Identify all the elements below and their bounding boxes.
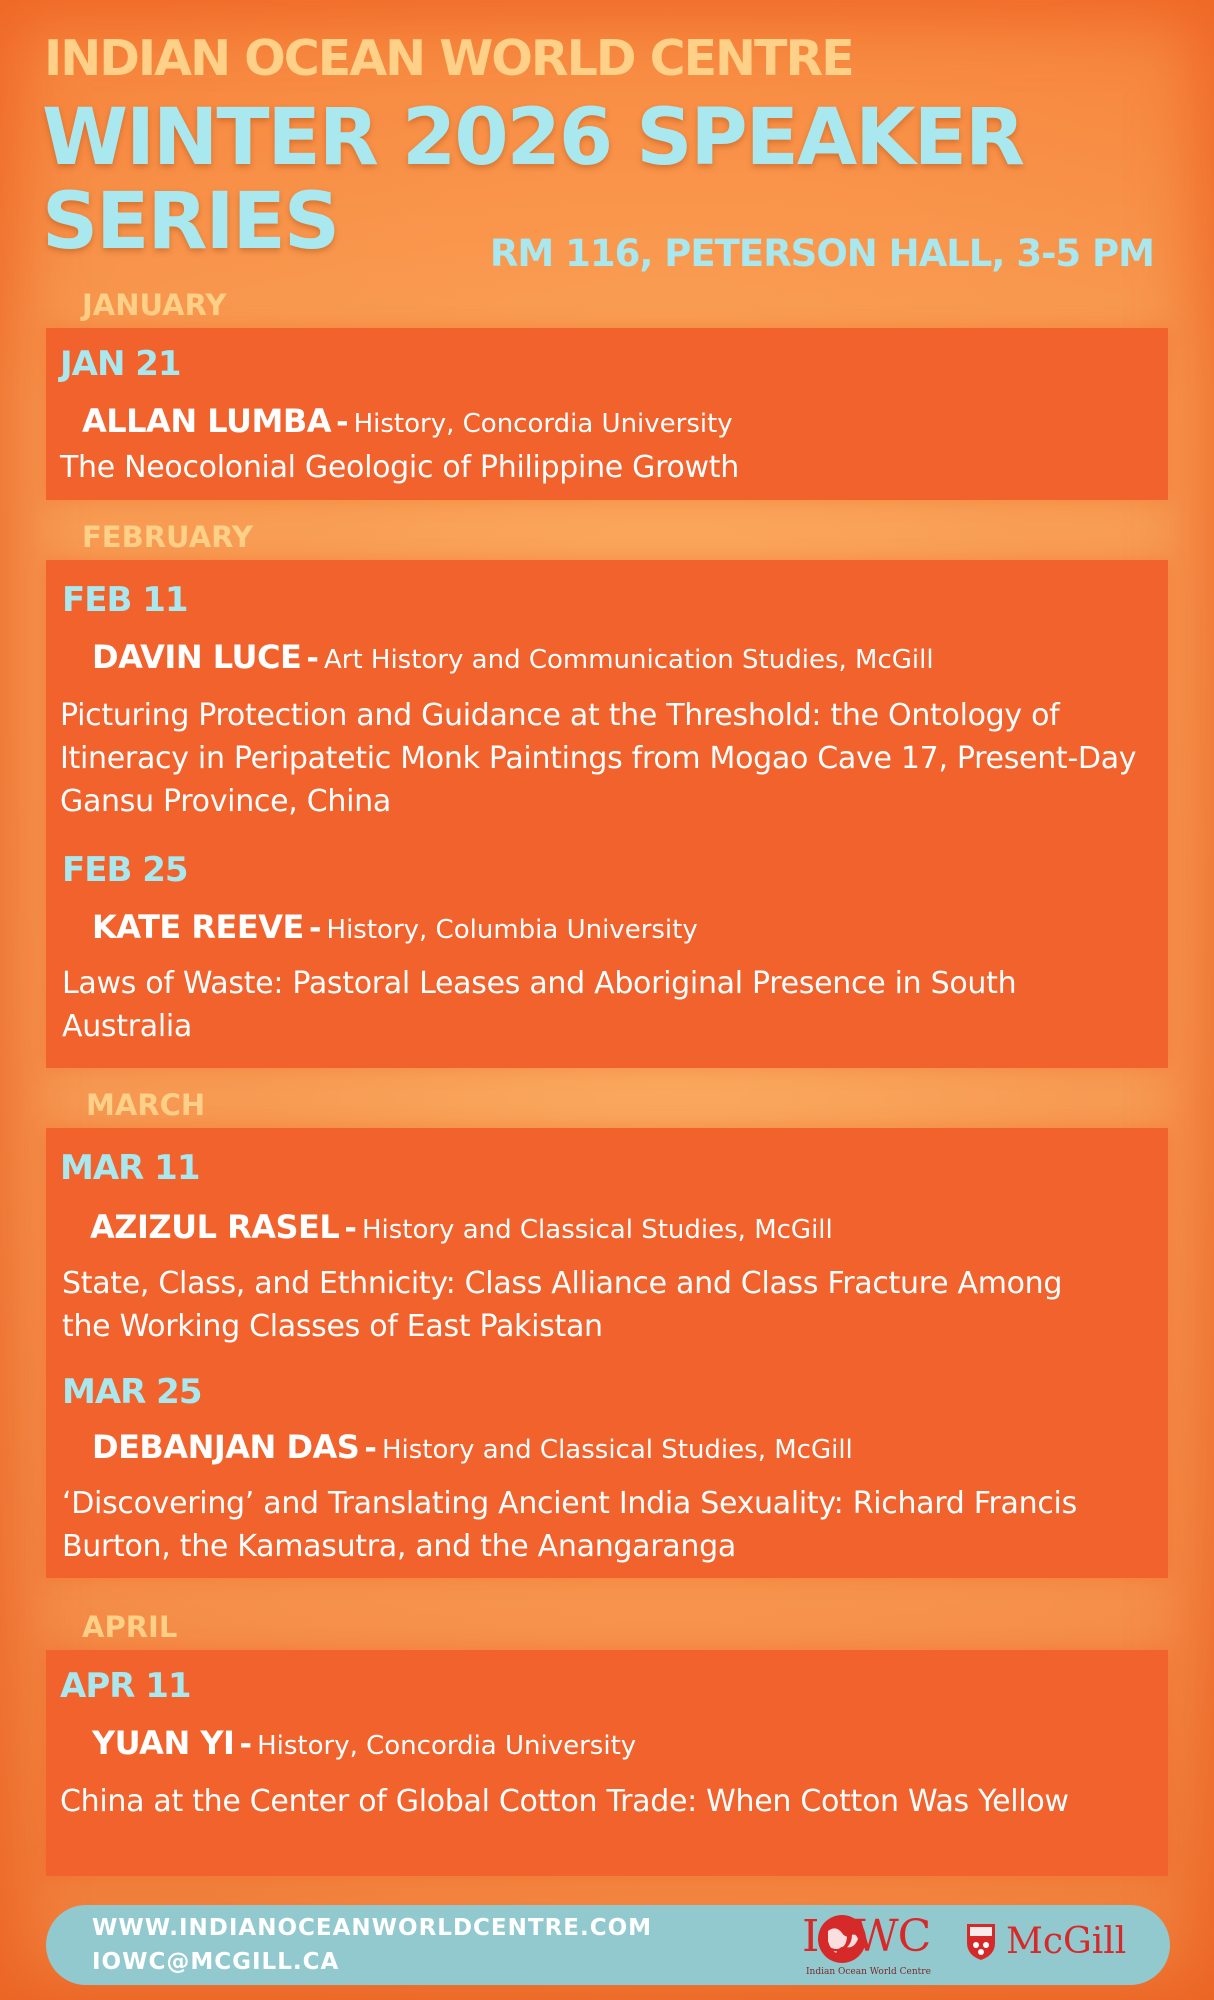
iowc-logo-text: IOWC	[802, 1911, 931, 1962]
month-card-march	[46, 1128, 1168, 1578]
speaker-name: DEBANJAN DAS	[92, 1428, 360, 1466]
event-date: JAN 21	[60, 344, 181, 384]
month-label-march: MARCH	[86, 1088, 206, 1122]
email-link[interactable]: IOWC@MCGILL.CA	[92, 1949, 340, 1975]
mcgill-logo	[966, 1919, 1156, 1973]
talk-title: State, Class, and Ethnicity: Class Alliance and Class Fracture Among the Working Classes of East Pakistan	[62, 1266, 1063, 1344]
speaker-affiliation: Art History and Communication Studies, McGill	[323, 645, 934, 675]
speaker-affiliation: History and Classical Studies, McGill	[361, 1215, 833, 1245]
speaker-affiliation: History, Columbia University	[326, 915, 698, 945]
speaker-separator: -	[239, 1727, 252, 1762]
speaker-affiliation: History, Concordia University	[257, 1731, 637, 1761]
talk-title: Laws of Waste: Pastoral Leases and Aboriginal Presence in South Australia	[62, 966, 1017, 1044]
month-card-february	[46, 560, 1168, 1068]
footer-bar	[46, 1905, 1170, 1985]
org-name: INDIAN OCEAN WORLD CENTRE	[44, 30, 853, 87]
event-date: APR 11	[60, 1666, 191, 1706]
speaker-separator: -	[364, 1431, 377, 1466]
talk-title: The Neocolonial Geologic of Philippine Growth	[60, 450, 739, 485]
speaker-name: KATE REEVE	[92, 908, 304, 946]
speaker-name: YUAN YI	[92, 1724, 235, 1762]
series-title: WINTER 2026 SPEAKER SERIES	[42, 93, 1024, 267]
talk-title: ‘Discovering’ and Translating Ancient India Sexuality: Richard Francis Burton, the Kamasutra, and the Anangaranga	[62, 1486, 1077, 1564]
month-label-april: APRIL	[82, 1610, 178, 1644]
event-speaker-line	[82, 402, 733, 440]
talk-title: Picturing Protection and Guidance at the Threshold: the Ontology of Itineracy in Peripatetic Monk Paintings from Mogao Cave 17, Present-Day Gansu Province, China	[60, 698, 1137, 819]
talk-title: China at the Center of Global Cotton Trade: When Cotton Was Yellow	[60, 1784, 1069, 1819]
month-card-january	[46, 328, 1168, 500]
month-label-february: FEBRUARY	[82, 520, 253, 554]
shield-icon	[966, 1923, 996, 1961]
month-label-january: JANUARY	[82, 288, 227, 322]
speaker-affiliation: History, Concordia University	[353, 409, 733, 439]
speaker-name: AZIZUL RASEL	[90, 1208, 340, 1246]
event-speaker-line	[92, 638, 934, 676]
speaker-affiliation: History and Classical Studies, McGill	[381, 1435, 853, 1465]
event-speaker-line	[92, 1428, 853, 1466]
month-card-april	[46, 1650, 1168, 1876]
speaker-name: ALLAN LUMBA	[82, 402, 331, 440]
event-date: FEB 11	[62, 580, 188, 620]
speaker-name: DAVIN LUCE	[92, 638, 302, 676]
event-speaker-line	[92, 1724, 636, 1762]
venue-info: RM 116, PETERSON HALL, 3-5 PM	[489, 232, 1154, 275]
speaker-separator: -	[344, 1211, 357, 1246]
speaker-separator: -	[336, 405, 349, 440]
event-date: FEB 25	[62, 850, 188, 890]
iowc-logo	[802, 1909, 952, 1981]
event-date: MAR 11	[60, 1148, 200, 1188]
event-date: MAR 25	[62, 1372, 202, 1412]
iowc-logo-subtitle: Indian Ocean World Centre	[806, 1967, 931, 1977]
mcgill-logo-text: McGill	[1006, 1921, 1127, 1962]
speaker-separator: -	[306, 641, 319, 676]
event-speaker-line	[92, 908, 698, 946]
speaker-separator: -	[308, 911, 322, 946]
website-link[interactable]: WWW.INDIANOCEANWORLDCENTRE.COM	[92, 1915, 653, 1941]
event-speaker-line	[90, 1208, 833, 1246]
